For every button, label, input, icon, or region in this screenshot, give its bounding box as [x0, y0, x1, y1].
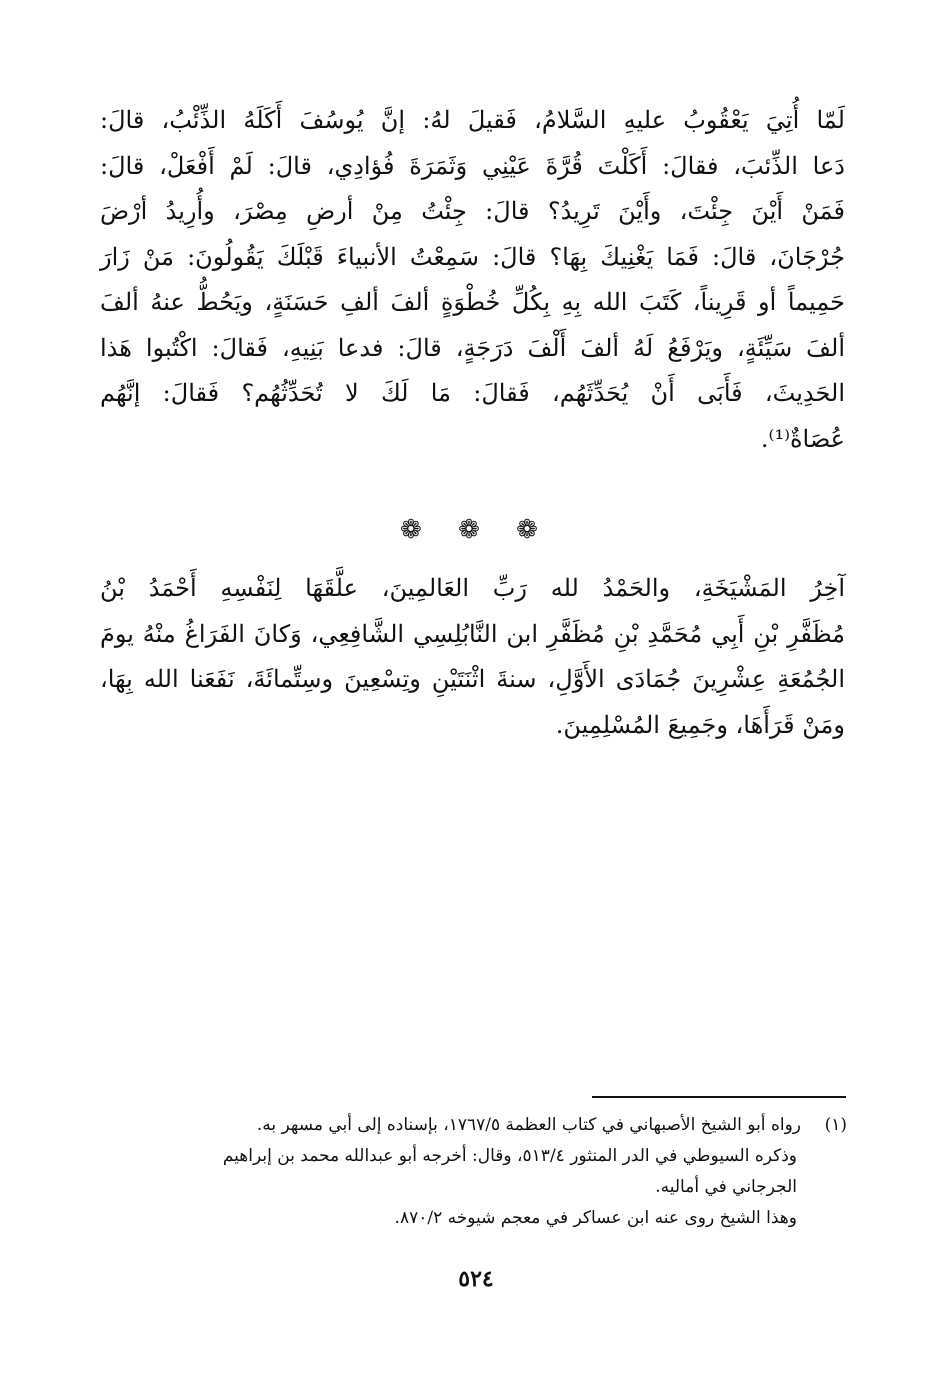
text-line: مُظَفَّرِ بْنِ أَبِي مُحَمَّدِ بْنِ مُظَفَّرِ ابن النَّابُلِسِي الشَّافِعِي، وَكانَ الفَرَاغُ منْهُ يومَ: [100, 619, 845, 648]
footnote-line: وذكره السيوطي في الدر المنثور ٥١٣/٤، وقال: أخرجه أبو عبدالله محمد بن إبراهيم: [222, 1146, 797, 1166]
text-line: فَمَنْ أَيْنَ جِئْتَ، وأَيْنَ تَرِيدُ؟ قالَ: جِئْتُ مِنْ أرضِ مِصْرَ، وأُرِيدُ أرْضَ: [100, 197, 845, 225]
text-line: جُرْجَانَ، قالَ: فَمَا يَغْنِيكَ بِهَا؟ قالَ: سَمِعْتُ الأنبياءَ قَبْلَكَ يَقُولُونَ: مَنْ زَارَ: [100, 242, 845, 271]
text-line: لَمّا أُتِيَ يَعْقُوبُ عليهِ السَّلامُ، فَقيلَ لهُ: إنَّ يُوسُفَ أَكَلَهُ الذِّئْبُ، قالَ:: [100, 106, 845, 134]
footnotes: [150, 1110, 847, 1234]
text-line: الحَدِيثَ، فَأَبَى أَنْ يُحَدِّثَهُم، فَقالَ: مَا لَكَ لا تُحَدِّثُهُم؟ فَقالَ: إنَّهُم: [100, 379, 845, 407]
text-line: عُصَاةٌ⁽¹⁾.: [760, 424, 845, 453]
footnote-line: [150, 1110, 847, 1141]
footnote-number: (١): [824, 1115, 847, 1135]
footnote-separator: [592, 1096, 846, 1098]
text-line: ألفَ سَيِّئَةٍ، ويَرْفَعُ لَهُ ألفَ أَلْفَ دَرَجَةٍ، قالَ: فدعا بَنِيهِ، فَقالَ: اكْتُبوا هَذا: [100, 333, 845, 362]
text-line: آخِرُ المَشْيَخَةِ، والحَمْدُ لله رَبِّ العَالمِينَ، علَّقَهَا لِنَفْسِهِ أَحْمَدُ بْنُ: [100, 574, 845, 602]
footnote-text: رواه أبو الشيخ الأصبهاني في كتاب العظمة ١٧٦٧/٥، بإسناده إلى أبي مسهر به.: [256, 1115, 801, 1135]
main-paragraph-hadith: [100, 98, 845, 462]
colophon-paragraph: [100, 566, 845, 748]
text-line: ومَنْ قَرَأَهَا، وجَمِيعَ المُسْلِمِينَ.: [555, 710, 845, 739]
footnote-line: الجرجاني في أماليه.: [655, 1177, 797, 1197]
section-divider-ornament: ❁ ❁ ❁: [400, 515, 552, 545]
text-line: دَعا الذِّئبَ، فقالَ: أَكَلْتَ قُرَّةَ عَيْنِي وَثَمَرَةَ فُؤادِي، قالَ: لَمْ أَفْعَلْ، قالَ:: [100, 151, 845, 180]
text-line: حَمِيماً أو قَرِيناً، كَتَبَ الله بِهِ بِكُلِّ خُطْوَةٍ ألفَ ألفِ حَسَنَةٍ، ويَحُطُّ عنهُ ألفَ: [100, 288, 845, 316]
text-line: الجُمُعَةِ عِشْرِينَ جُمَادَى الأَوَّلِ، سنةَ اثْنَتَيْنِ وتِسْعِينَ وسِتِّمائَةَ، نَفَعَنا الله بِهَا،: [100, 665, 845, 693]
page-number: ٥٢٤: [458, 1266, 494, 1292]
footnote-line: وهذا الشيخ روى عنه ابن عساكر في معجم شيوخه ٨٧٠/٢.: [394, 1208, 797, 1228]
